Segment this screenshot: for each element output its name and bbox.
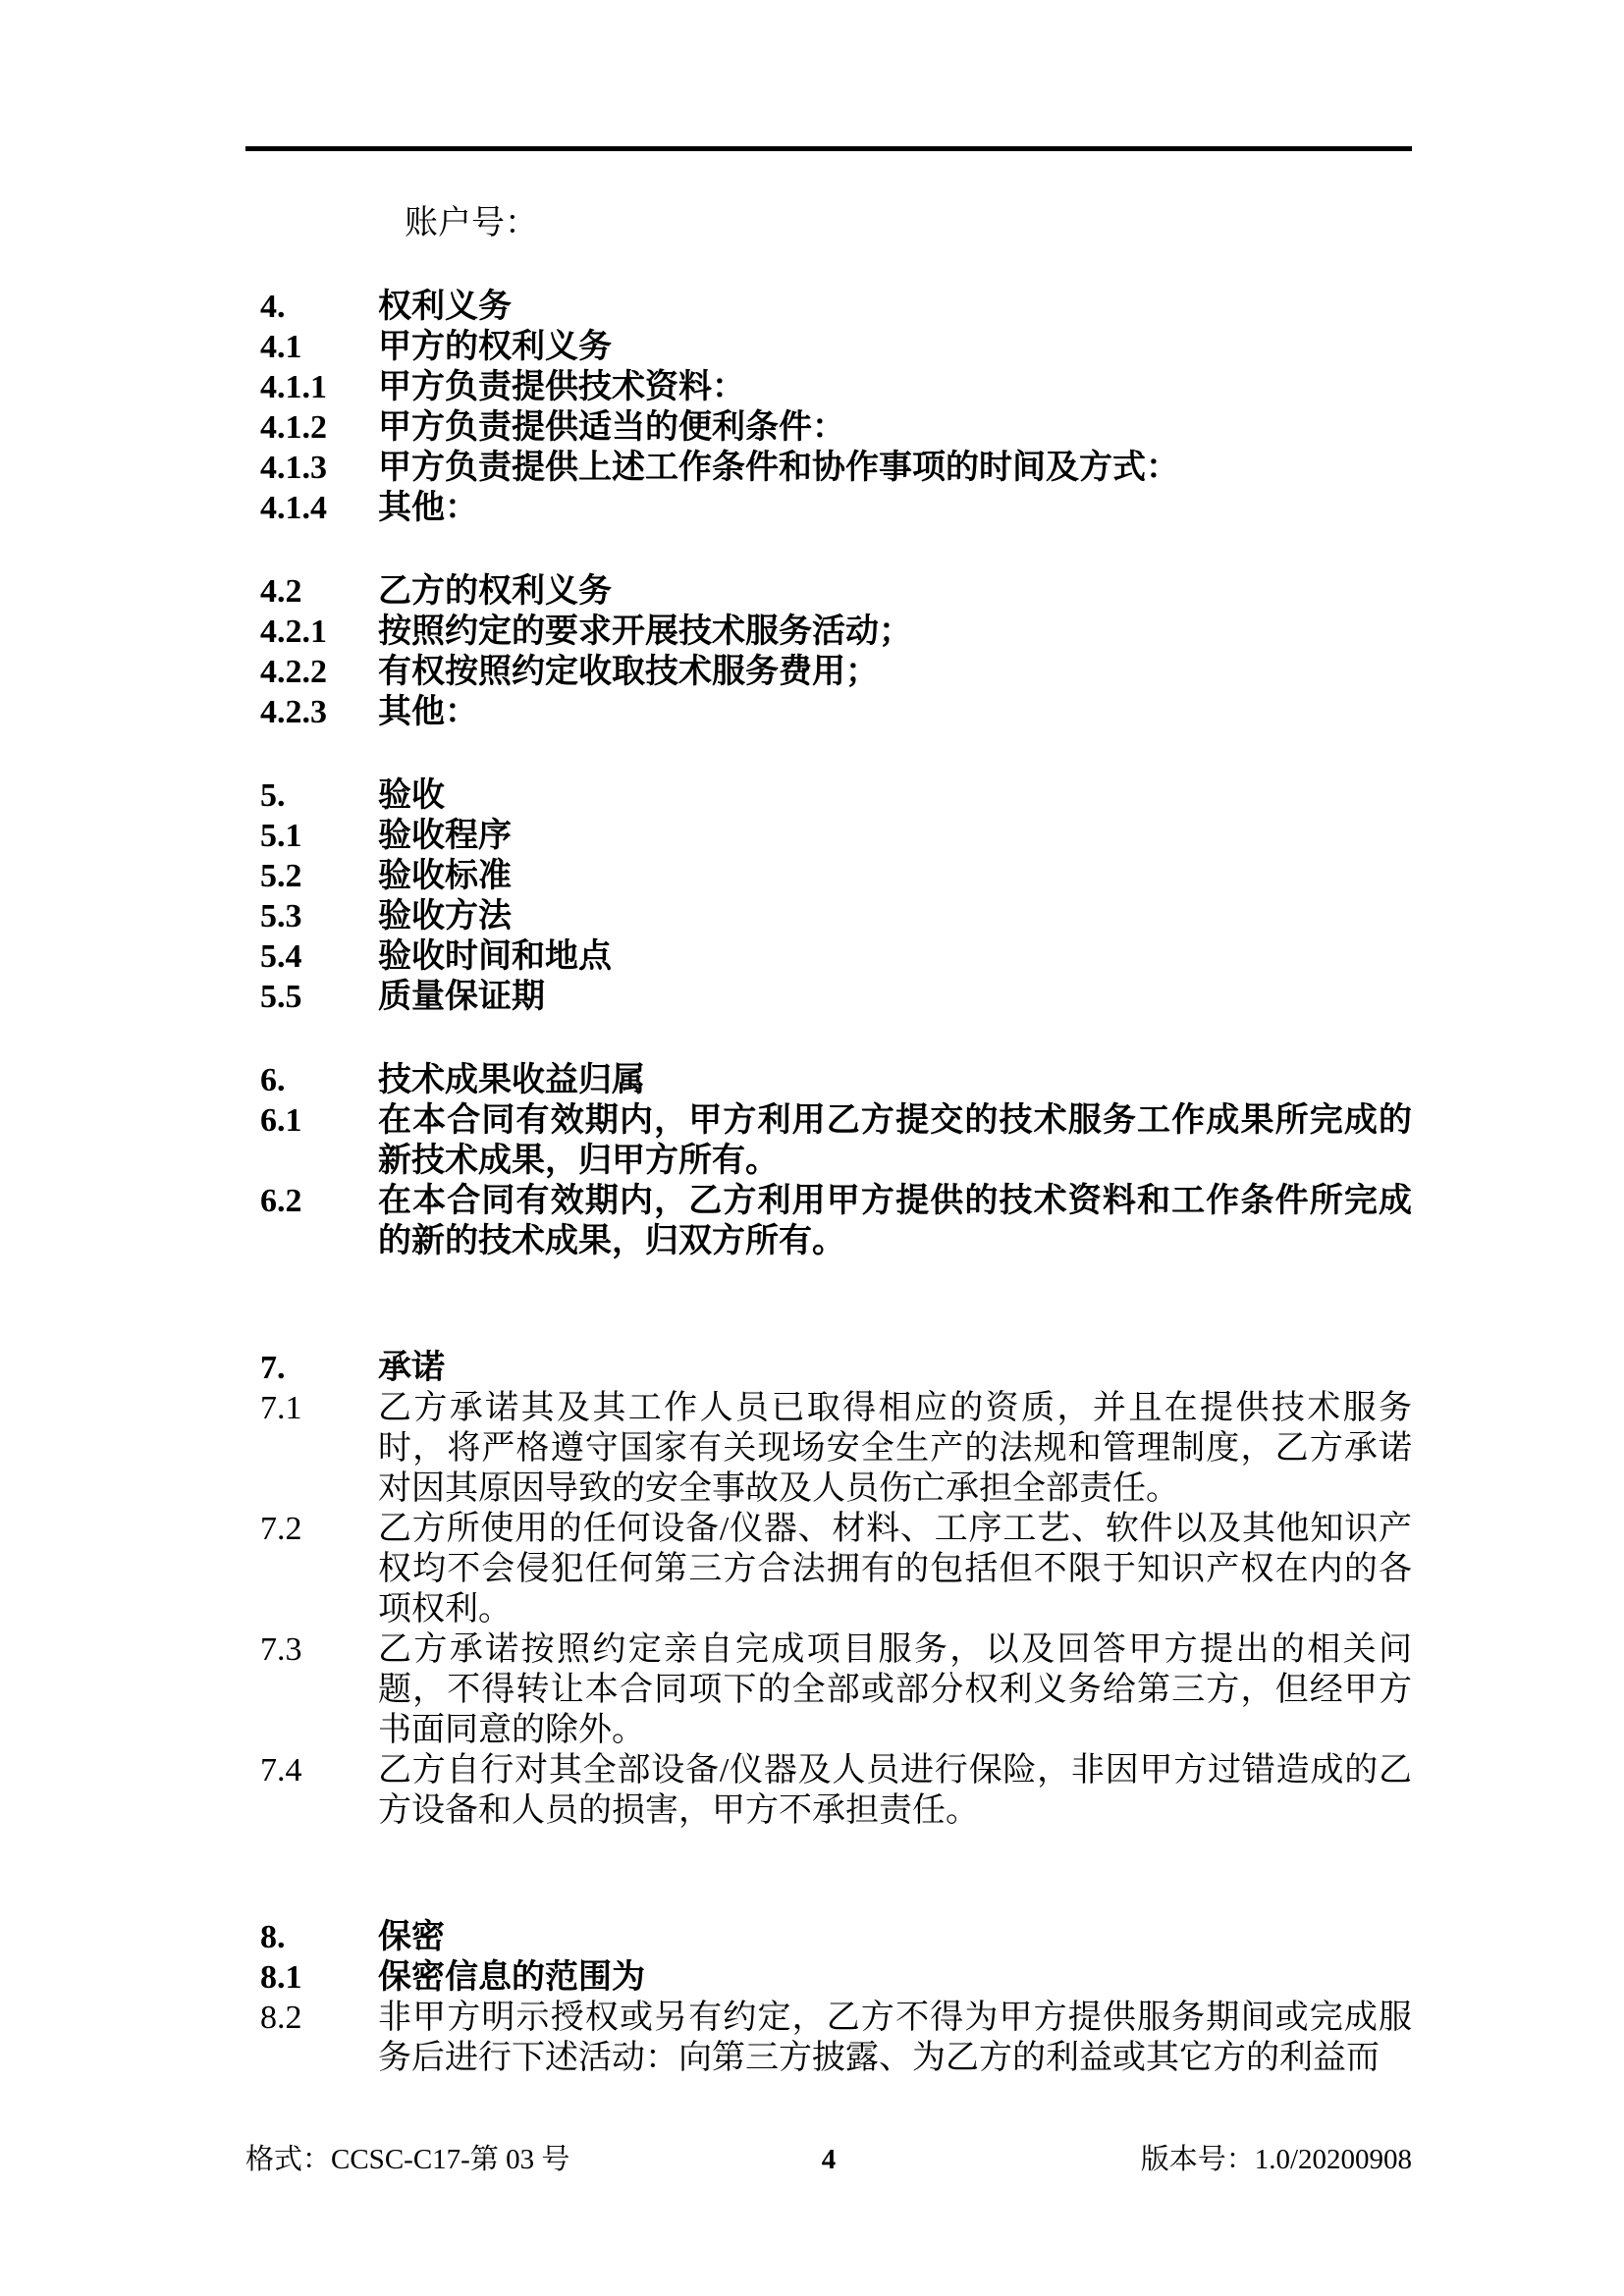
clause-text: 质量保证期: [378, 979, 545, 1015]
clause-text: 乙方自行对其全部设备/仪器及人员进行保险，非因甲方过错造成的乙方设备和人员的损害，甲方不承担责任。: [378, 1752, 1412, 1829]
section-spacer: [260, 732, 1412, 775]
clause-number: 7.1: [260, 1390, 302, 1426]
footer-version-number: 版本号：1.0/20200908: [1140, 2144, 1412, 2175]
clause-number: 5.1: [260, 818, 302, 854]
section-spacer: [260, 1261, 1412, 1348]
clause-5-2: [260, 856, 1412, 896]
clause-number: 8.: [260, 1919, 286, 1955]
clause-4-1-3: [260, 448, 1412, 488]
clause-4: [260, 287, 1412, 327]
clause-8-1: [260, 1957, 1412, 1998]
clause-number: 4.2.3: [260, 694, 327, 730]
clause-number: 6.1: [260, 1102, 302, 1139]
clause-number: 5.2: [260, 858, 302, 894]
clause-4-1-2: [260, 407, 1412, 448]
clause-text: 非甲方明示授权或另有约定，乙方不得为甲方提供服务期间或完成服务后进行下述活动：向第三方披露、为乙方的利益或其它方的利益而: [378, 2000, 1412, 2076]
clause-text: 承诺: [378, 1350, 445, 1386]
clause-number: 5.3: [260, 898, 302, 934]
clause-text: 甲方的权利义务: [378, 329, 612, 365]
clause-7-2: [260, 1509, 1412, 1629]
clause-number: 6.: [260, 1062, 286, 1098]
clause-4-2-2: [260, 652, 1412, 692]
clause-7-1: [260, 1388, 1412, 1509]
clause-text: 乙方承诺其及其工作人员已取得相应的资质，并且在提供技术服务时，将严格遵守国家有关现场安全生产的法规和管理制度，乙方承诺对因其原因导致的安全事故及人员伤亡承担全部责任。: [378, 1390, 1412, 1507]
clause-7-3: [260, 1629, 1412, 1750]
clause-number: 7.3: [260, 1631, 302, 1668]
clause-text: 甲方负责提供上述工作条件和协作事项的时间及方式：: [378, 450, 1179, 486]
clause-text: 有权按照约定收取技术服务费用；: [378, 654, 879, 690]
clause-6: [260, 1060, 1412, 1100]
clause-text: 验收: [378, 777, 445, 814]
footer-page-number: 4: [821, 2144, 837, 2175]
clause-number: 5.5: [260, 979, 302, 1015]
clause-number: 5.4: [260, 938, 302, 975]
header-rule: [245, 146, 1412, 151]
contract-body: [260, 203, 1412, 2078]
clause-7-4: [260, 1750, 1412, 1831]
clause-number: 6.2: [260, 1183, 302, 1219]
clause-number: 4.2.1: [260, 614, 327, 650]
clause-text: 保密: [378, 1919, 445, 1955]
clause-5-1: [260, 816, 1412, 856]
clause-text: 技术成果收益归属: [378, 1062, 645, 1098]
clause-number: 8.2: [260, 2000, 302, 2036]
clause-4-2: [260, 571, 1412, 612]
clause-number: 4.: [260, 289, 286, 325]
section-spacer: [260, 528, 1412, 571]
page-footer: [245, 2140, 1412, 2179]
clause-4-1-4: [260, 488, 1412, 528]
clause-5-5: [260, 977, 1412, 1017]
clause-text: 其他：: [378, 490, 478, 526]
clause-8: [260, 1917, 1412, 1957]
section-spacer: [260, 1017, 1412, 1060]
clause-number: 7.2: [260, 1511, 302, 1547]
clause-6-1: [260, 1100, 1412, 1181]
clause-6-2: [260, 1181, 1412, 1261]
clause-number: 8.1: [260, 1959, 302, 1996]
clause-number: 4.1.1: [260, 369, 327, 405]
clause-4-2-3: [260, 692, 1412, 732]
section-spacer: [260, 243, 1412, 287]
clause-text: 甲方负责提供适当的便利条件：: [378, 409, 845, 446]
clause-text: 验收程序: [378, 818, 512, 854]
clause-text: 权利义务: [378, 289, 512, 325]
clause-8-2: [260, 1998, 1412, 2078]
clause-4-1-1: [260, 367, 1412, 407]
footer-format-code: 格式：CCSC-C17-第 03 号: [245, 2144, 570, 2175]
clause-number: 7.4: [260, 1752, 302, 1789]
clause-text: 其他：: [378, 694, 478, 730]
clause-text: 在本合同有效期内，乙方利用甲方提供的技术资料和工作条件所完成的新的技术成果，归双方所有。: [378, 1183, 1412, 1259]
clause-number: 4.1.4: [260, 490, 327, 526]
clause-5-4: [260, 936, 1412, 977]
clause-text: 验收时间和地点: [378, 938, 612, 975]
clause-number: 4.2: [260, 573, 302, 610]
clause-text: 验收标准: [378, 858, 512, 894]
clause-text: 在本合同有效期内，甲方利用乙方提交的技术服务工作成果所完成的新技术成果，归甲方所有。: [378, 1102, 1412, 1179]
clause-number: 4.1.2: [260, 409, 327, 446]
clause-4-2-1: [260, 612, 1412, 652]
clause-number: 4.1: [260, 329, 302, 365]
clause-5-3: [260, 896, 1412, 936]
clause-number: 4.2.2: [260, 654, 327, 690]
clause-5: [260, 775, 1412, 816]
clause-text: 按照约定的要求开展技术服务活动；: [378, 614, 912, 650]
clause-text: 甲方负责提供技术资料：: [378, 369, 745, 405]
clause-text: 乙方承诺按照约定亲自完成项目服务，以及回答甲方提出的相关问题，不得转让本合同项下的全部或部分权利义务给第三方，但经甲方书面同意的除外。: [378, 1631, 1412, 1748]
section-spacer: [260, 1831, 1412, 1917]
clause-number: 7.: [260, 1350, 286, 1386]
clause-number: 5.: [260, 777, 286, 814]
clause-number: 4.1.3: [260, 450, 327, 486]
clause-text: 乙方所使用的任何设备/仪器、材料、工序工艺、软件以及其他知识产权均不会侵犯任何第三方合法拥有的包括但不限于知识产权在内的各项权利。: [378, 1511, 1412, 1628]
clause-4-1: [260, 327, 1412, 367]
clause-text: 乙方的权利义务: [378, 573, 612, 610]
clause-text: 保密信息的范围为: [378, 1959, 645, 1996]
clause-text: 验收方法: [378, 898, 512, 934]
account-number-label: 账户号：: [405, 205, 538, 241]
clause-7: [260, 1348, 1412, 1388]
